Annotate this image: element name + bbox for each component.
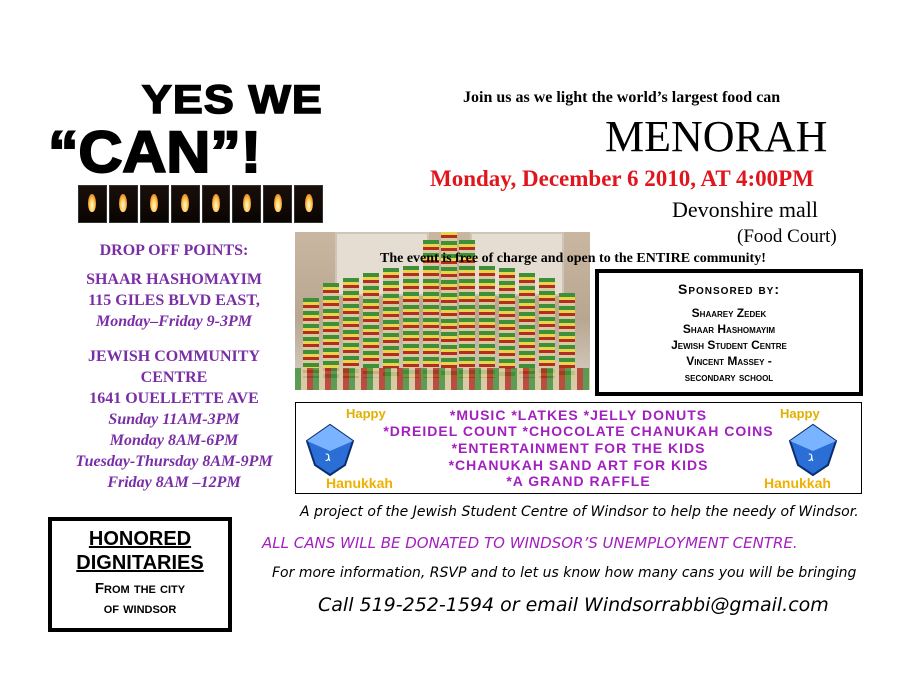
location-name: SHAAR HASHOMAYIM (86, 271, 262, 288)
candle-icon (202, 185, 231, 223)
contact-line: Call 519-252-1594 or email Windsorrabbi@gmail.com (318, 594, 829, 616)
sponsor-item: Jewish Student Centre (671, 338, 787, 352)
info-note: For more information, RSVP and to let us know how many cans you will be bringing (272, 565, 857, 581)
project-note: A project of the Jewish Student Centre of Windsor to help the needy of Windsor. (300, 504, 859, 520)
sponsor-item: Shaar Hashomayim (682, 322, 776, 336)
svg-text:ג: ג (325, 449, 331, 465)
location-hours: Friday 8AM –12PM (107, 474, 241, 491)
sponsors-heading: Sponsored by: (677, 281, 780, 297)
sponsor-item: Shaarey Zedek (691, 306, 767, 320)
location-name: CENTRE (140, 369, 208, 386)
activity-line: *A GRAND RAFFLE (506, 473, 651, 489)
svg-text:ג: ג (808, 449, 814, 465)
headline-yes-we: YES WE (141, 78, 323, 122)
sponsors-box (595, 269, 863, 396)
join-line: Join us as we light the world’s largest food can (463, 89, 781, 106)
dignitaries-box (48, 517, 232, 632)
candle-strip (78, 185, 323, 223)
location-address: 1641 OUELLETTE AVE (89, 390, 259, 407)
event-date: Monday, December 6 2010, AT 4:00PM (430, 166, 814, 191)
dignitaries-sub: of windsor (103, 600, 177, 617)
location-hours: Sunday 11AM-3PM (108, 411, 240, 428)
candle-icon (140, 185, 169, 223)
happy-label-right: Happy (780, 406, 820, 421)
location-hours: Tuesday-Thursday 8AM-9PM (75, 453, 273, 470)
drop-off-heading: DROP OFF POINTS: (99, 242, 249, 259)
candle-icon (171, 185, 200, 223)
activity-line: *ENTERTAINMENT FOR THE KIDS (451, 440, 706, 456)
sponsor-item: Vincent Massey - (686, 354, 772, 368)
free-event-note: The event is free of charge and open to the ENTIRE community! (380, 251, 766, 266)
candle-icon (294, 185, 323, 223)
event-venue-detail: (Food Court) (737, 226, 837, 247)
donation-note: ALL CANS WILL BE DONATED TO WINDSOR’S UNEMPLOYMENT CENTRE. (262, 534, 798, 552)
sponsor-item: secondary school (684, 370, 774, 384)
location-name: JEWISH COMMUNITY (87, 348, 260, 365)
activity-line: *MUSIC *LATKES *JELLY DONUTS (449, 407, 708, 423)
hanukkah-label-left: Hanukkah (326, 475, 393, 491)
candle-icon (232, 185, 261, 223)
dignitaries-line: DIGNITARIES (76, 552, 204, 574)
activity-line: *DREIDEL COUNT *CHOCOLATE CHANUKAH COINS (383, 423, 774, 439)
location-address: 115 GILES BLVD EAST, (88, 292, 260, 309)
dreidel-icon (784, 421, 842, 479)
dignitaries-line: HONORED (88, 528, 192, 550)
hanukkah-label-right: Hanukkah (764, 475, 831, 491)
event-venue: Devonshire mall (672, 197, 819, 222)
activity-line: *CHANUKAH SAND ART FOR KIDS (448, 457, 709, 473)
location-hours: Monday–Friday 9-3PM (96, 313, 252, 330)
activities-banner (295, 402, 862, 494)
headline-can: “CAN”! (48, 120, 262, 185)
candle-icon (109, 185, 138, 223)
dignitaries-sub: From the city (94, 580, 186, 597)
menorah-title: MENORAH (605, 112, 828, 161)
candle-icon (263, 185, 292, 223)
drop-off-points (64, 240, 284, 493)
happy-label-left: Happy (346, 406, 386, 421)
candle-icon (78, 185, 107, 223)
location-hours: Monday 8AM-6PM (109, 432, 239, 449)
